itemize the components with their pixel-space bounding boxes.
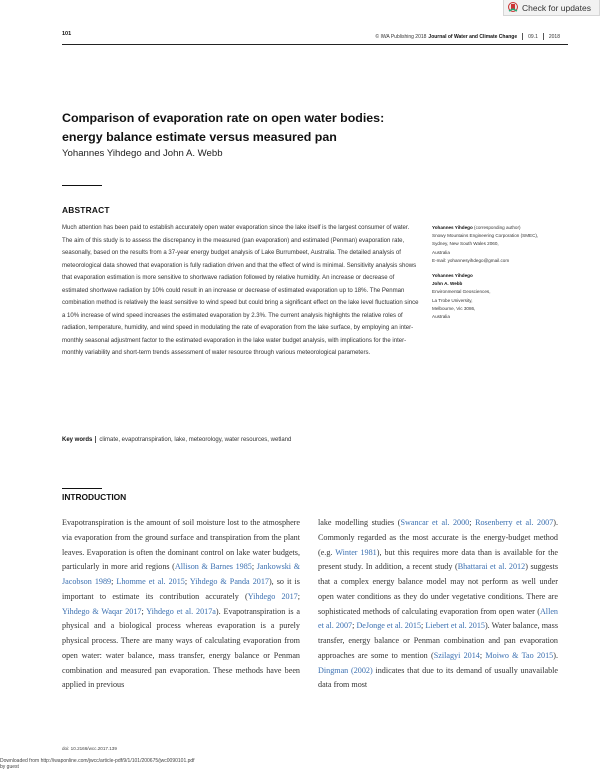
citation-link[interactable]: Rosenberry et al. 2007: [475, 518, 554, 527]
abstract-heading: ABSTRACT: [62, 205, 110, 215]
title-line: energy balance estimate versus measured pan: [62, 130, 337, 144]
body-text: ;: [479, 650, 486, 660]
body-text: ). Commonly regarded as the most accurate is the energy-budget method (e.g.: [318, 518, 559, 557]
publisher-copyright: © IWA Publishing 2018: [375, 33, 427, 40]
body-text: ;: [251, 562, 257, 572]
body-text: ), so it is important to estimate its contribution accurately (: [62, 577, 300, 601]
author-name: Yohannes Yihdego: [432, 273, 473, 278]
author-name: John A. Webb: [432, 281, 463, 287]
citation-link[interactable]: Allen et al. 2007: [318, 606, 558, 631]
article-title: [62, 109, 532, 147]
body-text: ), but this requires more data than is available for the present study. In addition, a recent study (: [318, 547, 558, 572]
journal-name: Journal of Water and Climate Change: [428, 33, 518, 40]
citation-link[interactable]: Yihdego & Waqar 2017: [62, 606, 142, 616]
keywords-label: Key words: [62, 437, 93, 444]
citation-link[interactable]: Liebert et al. 2015: [425, 621, 485, 631]
keywords-divider: [95, 436, 96, 443]
download-line: Downloaded from http://iwaponline.com/jwcc/article-pdf/9/1/101/200675/jwc0090101.pdf: [0, 758, 195, 764]
body-text: ;: [141, 606, 147, 616]
citation-link[interactable]: Dingman (2002): [318, 665, 373, 675]
citation-link[interactable]: Bhattarai et al. 2012: [457, 562, 526, 572]
author-email[interactable]: E-mail: yohannesyihdego@gmail.com: [432, 257, 510, 263]
body-text: ) suggests that a complex energy balance model may not perform as well under open water conditions as they do under vegetative conditions. There are sophisticated methods of calculating evaporation from open water (: [318, 562, 558, 616]
intro-column-1: [62, 516, 300, 693]
citation-link[interactable]: Lhomme et al. 2015: [116, 577, 185, 586]
header-divider: [543, 33, 544, 40]
citation-link[interactable]: Yihdego et al. 2017a: [146, 606, 216, 616]
header-divider: [522, 33, 523, 40]
citation-link[interactable]: Winter 1981: [335, 547, 377, 557]
title-line: Comparison of evaporation rate on open water bodies:: [62, 111, 385, 125]
affiliation-line: La Trobe University,: [432, 297, 473, 303]
citation-link[interactable]: Swancar et al. 2000: [400, 518, 470, 527]
body-text: ). Evapotranspiration is a physical and a biological process whereas evaporation is a purely physical process. There are many ways of calculating evaporation from open water: water balance, mass transfer, energy balance or Penman combination and measured pan evaporation. These methods have been applied in previous: [62, 606, 300, 690]
abstract-text: Much attention has been paid to establish accurately open water evaporation since the lake itself is the largest consumer of water. The aim of this study is to assess the discrepancy in the measured (pan evaporation) and estimated (Penman) evaporation rate, seasonally, based on the results from a 37-year energy budget analysis of Lake Burrumbeet, Australia. The detailed analysis of meteorological data showed that evaporation is fully radiation driven and that the effect of wind is minimal. Sensitivity analysis shows that evaporation estimation is more sensitive to shortwave radiation followed by relative humidity. An increase or decrease of estimated shortwave radiation by 10% could result in an increase or decrease of estimated evaporation up to 18%. The Penman combination method is relatively the least sensitive to wind speed but could bring a significant effect on the lake level fluctuation since a 10% increase of wind speed increases the estimated evaporation by 2.3%. The current analysis highlights the relative roles of radiation, temperature, humidity, and wind speed in modulating the rate of evaporation from the lake surface, by employing an inter-monthly seasonal adjustment factor to the estimated evaporation in the lake water budget analysis, with implications for the inter-monthly variability and short-term trends assessment of water resource through various meteorological parameters.: [62, 225, 419, 357]
author-role: (corresponding author): [472, 225, 521, 230]
body-text: ;: [184, 577, 190, 586]
citation-link[interactable]: Allison & Barnes 1985: [174, 562, 252, 572]
affiliation-line: Snowy Mountains Engineering Corporation (SMEC),: [432, 233, 539, 239]
citation-link[interactable]: Szilagyi 2014: [433, 650, 480, 660]
body-text: ).: [553, 650, 558, 660]
affiliation-line: Australia: [432, 314, 450, 320]
affiliation-line: Australia: [432, 249, 450, 255]
body-text: ;: [352, 621, 357, 631]
affiliation-line: Sydney, New South Wales 2060,: [432, 241, 499, 247]
body-text: Evapotranspiration is the amount of soil moisture lost to the atmosphere via evaporation from the ground surface and transpiration from the plant leaves. Evaporation is often the dominant control on lake water budgets, particularly in more arid regions (: [62, 518, 300, 572]
journal-year: 2018: [548, 33, 560, 40]
body-text: ;: [469, 518, 476, 527]
citation-link[interactable]: Jankowski & Jacobson 1989: [62, 562, 301, 586]
citation-link[interactable]: Yihdego 2017: [247, 591, 298, 601]
body-text: lake modelling studies (: [318, 518, 401, 527]
abstract-rule: [62, 185, 102, 186]
keywords: [62, 436, 422, 443]
body-text: ;: [297, 591, 300, 601]
affiliation-line: Environmental Geosciences,: [432, 289, 491, 295]
article-doi[interactable]: doi: 10.2166/wcc.2017.139: [62, 746, 117, 751]
intro-heading: INTRODUCTION: [62, 492, 127, 502]
citation-link[interactable]: Yihdego & Panda 2017: [189, 577, 269, 586]
download-notice: [0, 758, 195, 770]
crossmark-icon: [508, 2, 518, 14]
citation-link[interactable]: Moiwo & Tao 2015: [485, 650, 554, 660]
journal-volume: 09.1: [528, 33, 538, 40]
affiliation-1: [432, 224, 572, 265]
check-for-updates-badge[interactable]: [503, 0, 600, 16]
body-text: indicates that due to its demand of usually unavailable data from most: [318, 665, 558, 690]
author-name: Yohannes Yihdego: [432, 225, 473, 230]
keywords-list: climate, evapotranspiration, lake, meteorology, water resources, wetland: [99, 437, 292, 444]
affiliation-2: [432, 272, 572, 321]
citation-link[interactable]: DeJonge et al. 2015: [356, 621, 422, 631]
header-rule: [62, 44, 568, 45]
affiliation-line: Melbourne, Vic 3086,: [432, 305, 476, 311]
intro-column-2: [318, 516, 558, 693]
body-text: ;: [421, 621, 426, 631]
article-authors: Yohannes Yihdego and John A. Webb: [62, 148, 223, 159]
check-for-updates-label: Check for updates: [522, 2, 591, 13]
download-line: by guest: [0, 764, 19, 770]
body-text: ;: [111, 577, 117, 586]
running-header: [375, 33, 560, 40]
page-number: 101: [62, 31, 72, 37]
body-text: ). Water balance, mass transfer, energy balance or Penman combination and pan evaporation approaches are some to mention (: [318, 621, 558, 660]
intro-rule: [62, 488, 102, 489]
